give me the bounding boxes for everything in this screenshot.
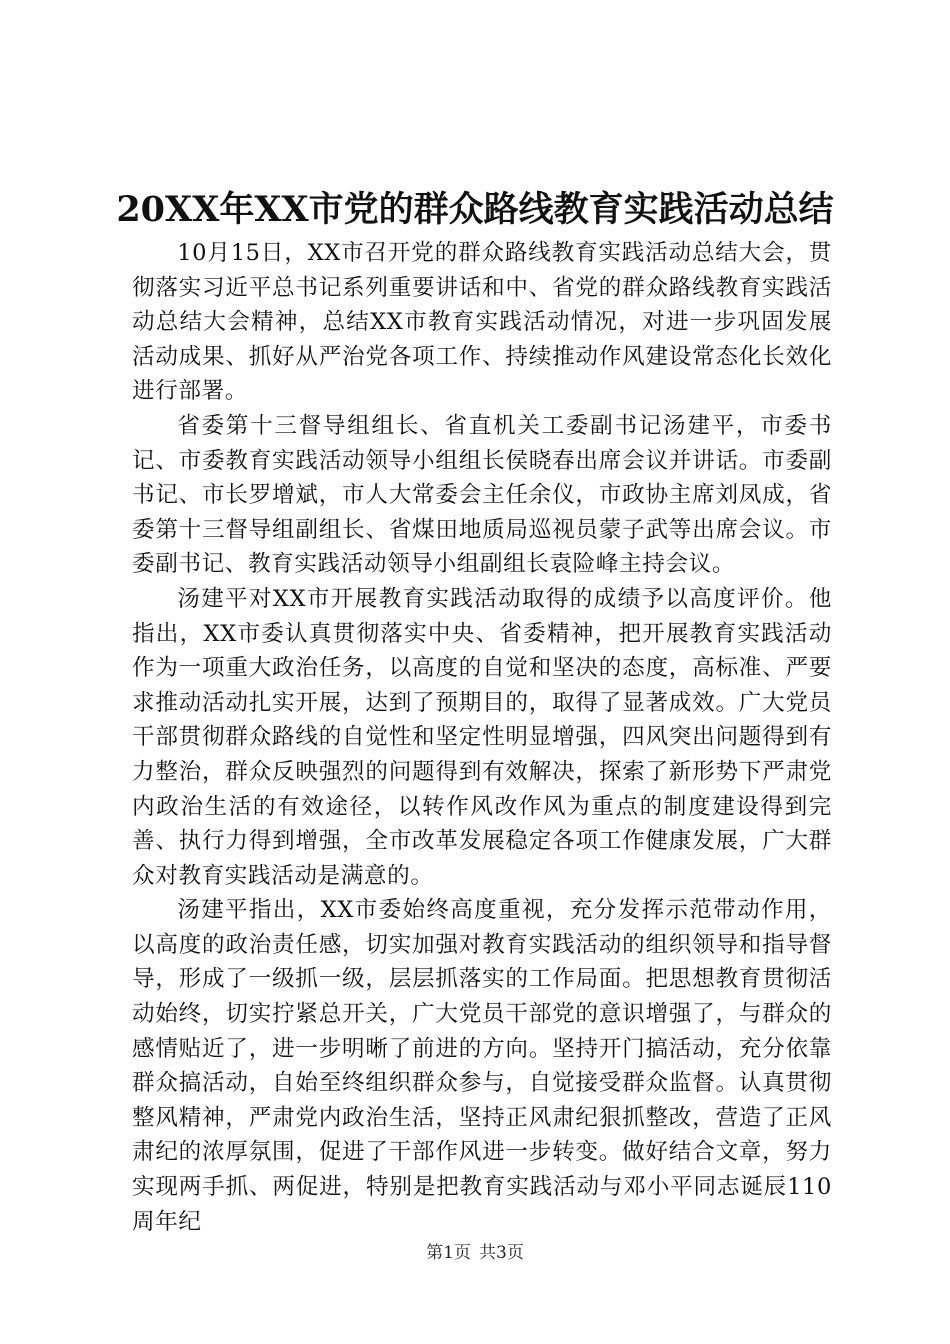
document-body [132, 236, 832, 1239]
paragraph: 汤建平指出，XX市委始终高度重视，充分发挥示范带动作用，以高度的政治责任感，切实加强对教育实践活动的组织领导和指导督导，形成了一级抓一级，层层抓落实的工作局面。把思想教育贯彻活动始终，切实拧紧总开关，广大党员干部党的意识增强了，与群众的感情贴近了，进一步明晰了前进的方向。坚持开门搞活动，充分依靠群众搞活动，自始至终组织群众参与，自觉接受群众监督。认真贯彻整风精神，严肃党内政治生活，坚持正风肃纪狠抓整改，营造了正风肃纪的浓厚氛围，促进了干部作风进一步转变。做好结合文章，努力实现两手抓、两促进，特别是把教育实践活动与邓小平同志诞辰110周年纪 [132, 897, 832, 1235]
page-title: 20XX年XX市党的群众路线教育实践活动总结 [116, 189, 834, 230]
paragraph: 10月15日，XX市召开党的群众路线教育实践活动总结大会，贯彻落实习近平总书记系列重要讲话和中、省党的群众路线教育实践活动总结大会精神，总结XX市教育实践活动情况，对进一步巩固发展活动成果、抓好从严治党各项工作、持续推动作风建设常态化长效化进行部署。 [132, 240, 832, 405]
paragraph: 汤建平对XX市开展教育实践活动取得的成绩予以高度评价。他指出，XX市委认真贯彻落实中央、省委精神，把开展教育实践活动作为一项重大政治任务，以高度的自觉和坚决的态度，高标准、严要求推动活动扎实开展，达到了预期目的，取得了显著成效。广大党员干部贯彻群众路线的自觉性和坚定性明显增强，四风突出问题得到有力整治，群众反映强烈的问题得到有效解决，探索了新形势下严肃党内政治生活的有效途径，以转作风改作风为重点的制度建设得到完善、执行力得到增强，全市改革发展稳定各项工作健康发展，广大群众对教育实践活动是满意的。 [132, 585, 832, 889]
page-number-total: 共3页 [479, 1243, 524, 1263]
page-footer [0, 1241, 950, 1265]
paragraph: 省委第十三督导组组长、省直机关工委副书记汤建平，市委书记、市委教育实践活动领导小组组长侯晓春出席会议并讲话。市委副书记、市长罗增斌，市人大常委会主任余仪，市政协主席刘凤成，省委第十三督导组副组长、省煤田地质局巡视员蒙子武等出席会议。市委副书记、教育实践活动领导小组副组长袁险峰主持会议。 [132, 412, 832, 578]
page-number-current: 第1页 [426, 1243, 471, 1263]
